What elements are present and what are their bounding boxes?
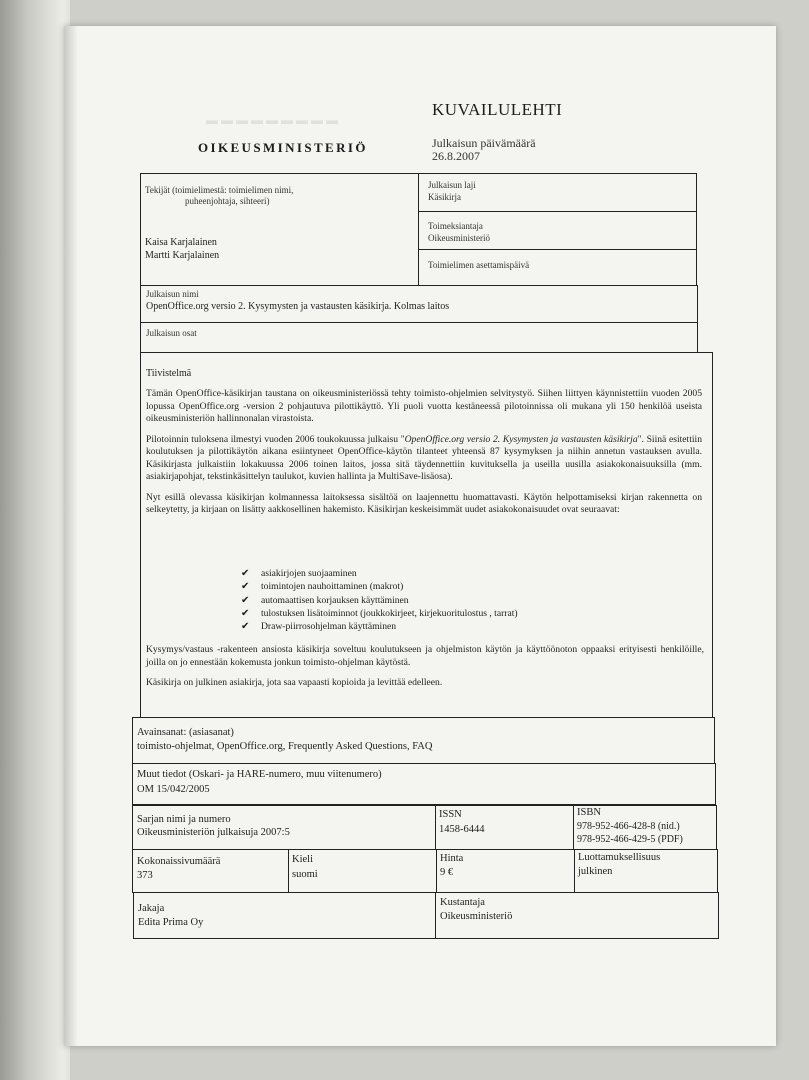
divider xyxy=(418,211,697,212)
text-run: ". Siinä esitettiin koulutuksen ja pilottikäytön aikana esiintyneet OpenOffice-käytön tilanteet yhteensä 87 kysymyksen ja niihin annetun vastauksen avulla. Käsikirjasta julkaistiin lokakuussa 2006 toinen laitos, jossa sitä täydennettiin kuvituksella ja useilla uusilla asiakokonaisuuksilla (mm. asiakirjapohjat, tekstinkäsittelyn taulukot, kuvien hallinta ja MultiSave-lisäosa). xyxy=(146,433,703,482)
list-item-label: asiakirjojen suojaaminen xyxy=(261,568,357,579)
abstract-paragraph-2 xyxy=(146,434,702,484)
checkmark-icon: ✔ xyxy=(241,594,250,606)
authors-label-cont: puheenjohtaja, sihteeri) xyxy=(185,196,270,206)
distributor-value: Edita Prima Oy xyxy=(138,917,204,928)
checkmark-icon: ✔ xyxy=(241,621,250,633)
price-value: 9 € xyxy=(440,867,454,878)
authors-label: Tekijät (toimielimestä: toimielimen nimi, xyxy=(145,185,294,195)
abstract-label: Tiivistelmä xyxy=(146,368,192,379)
pub-name-label: Julkaisun nimi xyxy=(146,289,199,299)
keywords-label: Avainsanat: (asiasanat) xyxy=(137,727,234,738)
date-value: 26.8.2007 xyxy=(432,149,480,163)
divider xyxy=(435,892,436,939)
keywords-value: toimisto-ohjelmat, OpenOffice.org, Frequently Asked Questions, FAQ xyxy=(137,741,433,752)
divider xyxy=(418,249,697,250)
list-item-label: Draw-piirrosohjelman käyttäminen xyxy=(261,621,397,633)
list-item xyxy=(241,580,518,593)
issn-value: 1458-6444 xyxy=(439,824,485,835)
author-name: Martti Karjalainen xyxy=(145,250,220,261)
checkmark-icon: ✔ xyxy=(241,568,250,579)
page-gutter-shadow xyxy=(64,26,78,1046)
list-item xyxy=(241,594,518,607)
list-item xyxy=(241,620,518,633)
pub-type-value: Käsikirja xyxy=(428,192,461,202)
divider xyxy=(573,805,574,850)
list-item xyxy=(241,607,518,620)
pub-parts-label: Julkaisun osat xyxy=(146,328,197,338)
series-label: Sarjan nimi ja numero xyxy=(137,814,231,825)
text-run: Pilotoinnin tuloksena ilmestyi vuoden 2006 toukokuussa julkaisu " xyxy=(146,433,405,445)
isbn-value: 978-952-466-429-5 (PDF) xyxy=(577,834,683,845)
italic-title: OpenOffice.org versio 2. Kysymysten ja vastausten käsikirja xyxy=(404,433,638,445)
pub-type-label: Julkaisun laji xyxy=(428,180,476,190)
divider xyxy=(574,849,575,893)
author-name: Kaisa Karjalainen xyxy=(145,237,217,248)
confidentiality-label: Luottamuksellisuus xyxy=(578,852,661,863)
list-item xyxy=(241,567,518,580)
confidentiality-value: julkinen xyxy=(578,866,613,877)
date-label: Julkaisun päivämäärä xyxy=(432,136,536,150)
pages-label: Kokonaissivumäärä xyxy=(137,856,221,867)
abstract-paragraph-1: Tämän OpenOffice-käsikirjan taustana on oikeusministeriössä tehty toimisto-ohjelmien selvitystyö. Siihen liittyen käynnistettiin vuoden 2005 lopussa OpenOffice.org -version 2 pohjautuva pilottikäyttö. Yli puoli vuotta kestäneessä pilotoinnissa oli mukana yli 150 henkilöä useista oikeusministeriön hallinnonalan virastoista. xyxy=(146,388,702,424)
isbn-label: ISBN xyxy=(577,807,601,818)
abstract-text-lower xyxy=(146,644,704,698)
language-value: suomi xyxy=(292,869,318,880)
list-item-label: tulostuksen lisätoiminnot (joukkokirjeet, kirjekuoritulostus , tarrat) xyxy=(261,607,518,619)
language-label: Kieli xyxy=(292,854,313,865)
abstract-paragraph-4: Kysymys/vastaus -rakenteen ansiosta käsikirja soveltuu koulutukseen ja ohjelmiston käytön ja käyttöönoton oppaaksi erityisesti henkilöille, joilla on jo ennestään kokemusta jonkun toimisto-ohjelman käytöstä. xyxy=(146,644,704,668)
publisher-field-label: Kustantaja xyxy=(440,897,485,908)
abstract-paragraph-3: Nyt esillä olevassa käsikirjan kolmannessa laitoksessa sisältöä on laajennettu huomattavasti. Käytön helpottamiseksi kirjan rakennetta on selkeytetty, ja kirjaan on lisätty aakkosellinen hakemisto. Käsikirjan keskeisimmät uudet asiakokonaisuudet ovat seuraavat: xyxy=(146,491,702,515)
series-value: Oikeusministeriön julkaisuja 2007:5 xyxy=(137,827,290,838)
abstract-paragraph-5: Käsikirja on julkinen asiakirja, jota saa vapaasti kopioida ja levittää edelleen. xyxy=(146,677,443,688)
pub-parts-block xyxy=(140,322,698,353)
other-info-label: Muut tiedot (Oskari- ja HARE-numero, muu viitenumero) xyxy=(137,769,382,780)
other-info-value: OM 15/042/2005 xyxy=(137,784,210,795)
price-label: Hinta xyxy=(440,853,464,864)
commissioner-label: Toimeksiantaja xyxy=(428,221,483,231)
doc-title: KUVAILULEHTI xyxy=(432,100,563,119)
show-through-text: ▬▬▬▬▬▬▬▬▬ xyxy=(206,113,341,127)
checkmark-icon: ✔ xyxy=(241,581,250,593)
divider xyxy=(288,849,289,893)
checkmark-icon: ✔ xyxy=(241,607,250,619)
commissioner-value: Oikeusministeriö xyxy=(428,233,490,243)
appointment-date-label: Toimielimen asettamispäivä xyxy=(428,260,530,270)
left-page-edge xyxy=(0,0,70,1080)
divider xyxy=(435,805,436,850)
divider xyxy=(418,173,419,286)
divider xyxy=(436,849,437,893)
pub-name-value: OpenOffice.org versio 2. Kysymysten ja vastausten käsikirja. Kolmas laitos xyxy=(146,301,450,312)
distribution-row xyxy=(133,892,719,939)
list-item-label: automaattisen korjauksen käyttäminen xyxy=(261,594,409,606)
isbn-value: 978-952-466-428-8 (nid.) xyxy=(577,821,680,832)
feature-list xyxy=(241,567,518,633)
issn-label: ISSN xyxy=(439,809,462,820)
publisher-field-value: Oikeusministeriö xyxy=(440,911,513,922)
abstract-text xyxy=(146,388,702,525)
pages-value: 373 xyxy=(137,870,153,881)
distributor-label: Jakaja xyxy=(138,903,165,914)
list-item-label: toimintojen nauhoittaminen (makrot) xyxy=(261,581,404,593)
publisher-heading: OIKEUSMINISTERIÖ xyxy=(198,140,368,155)
